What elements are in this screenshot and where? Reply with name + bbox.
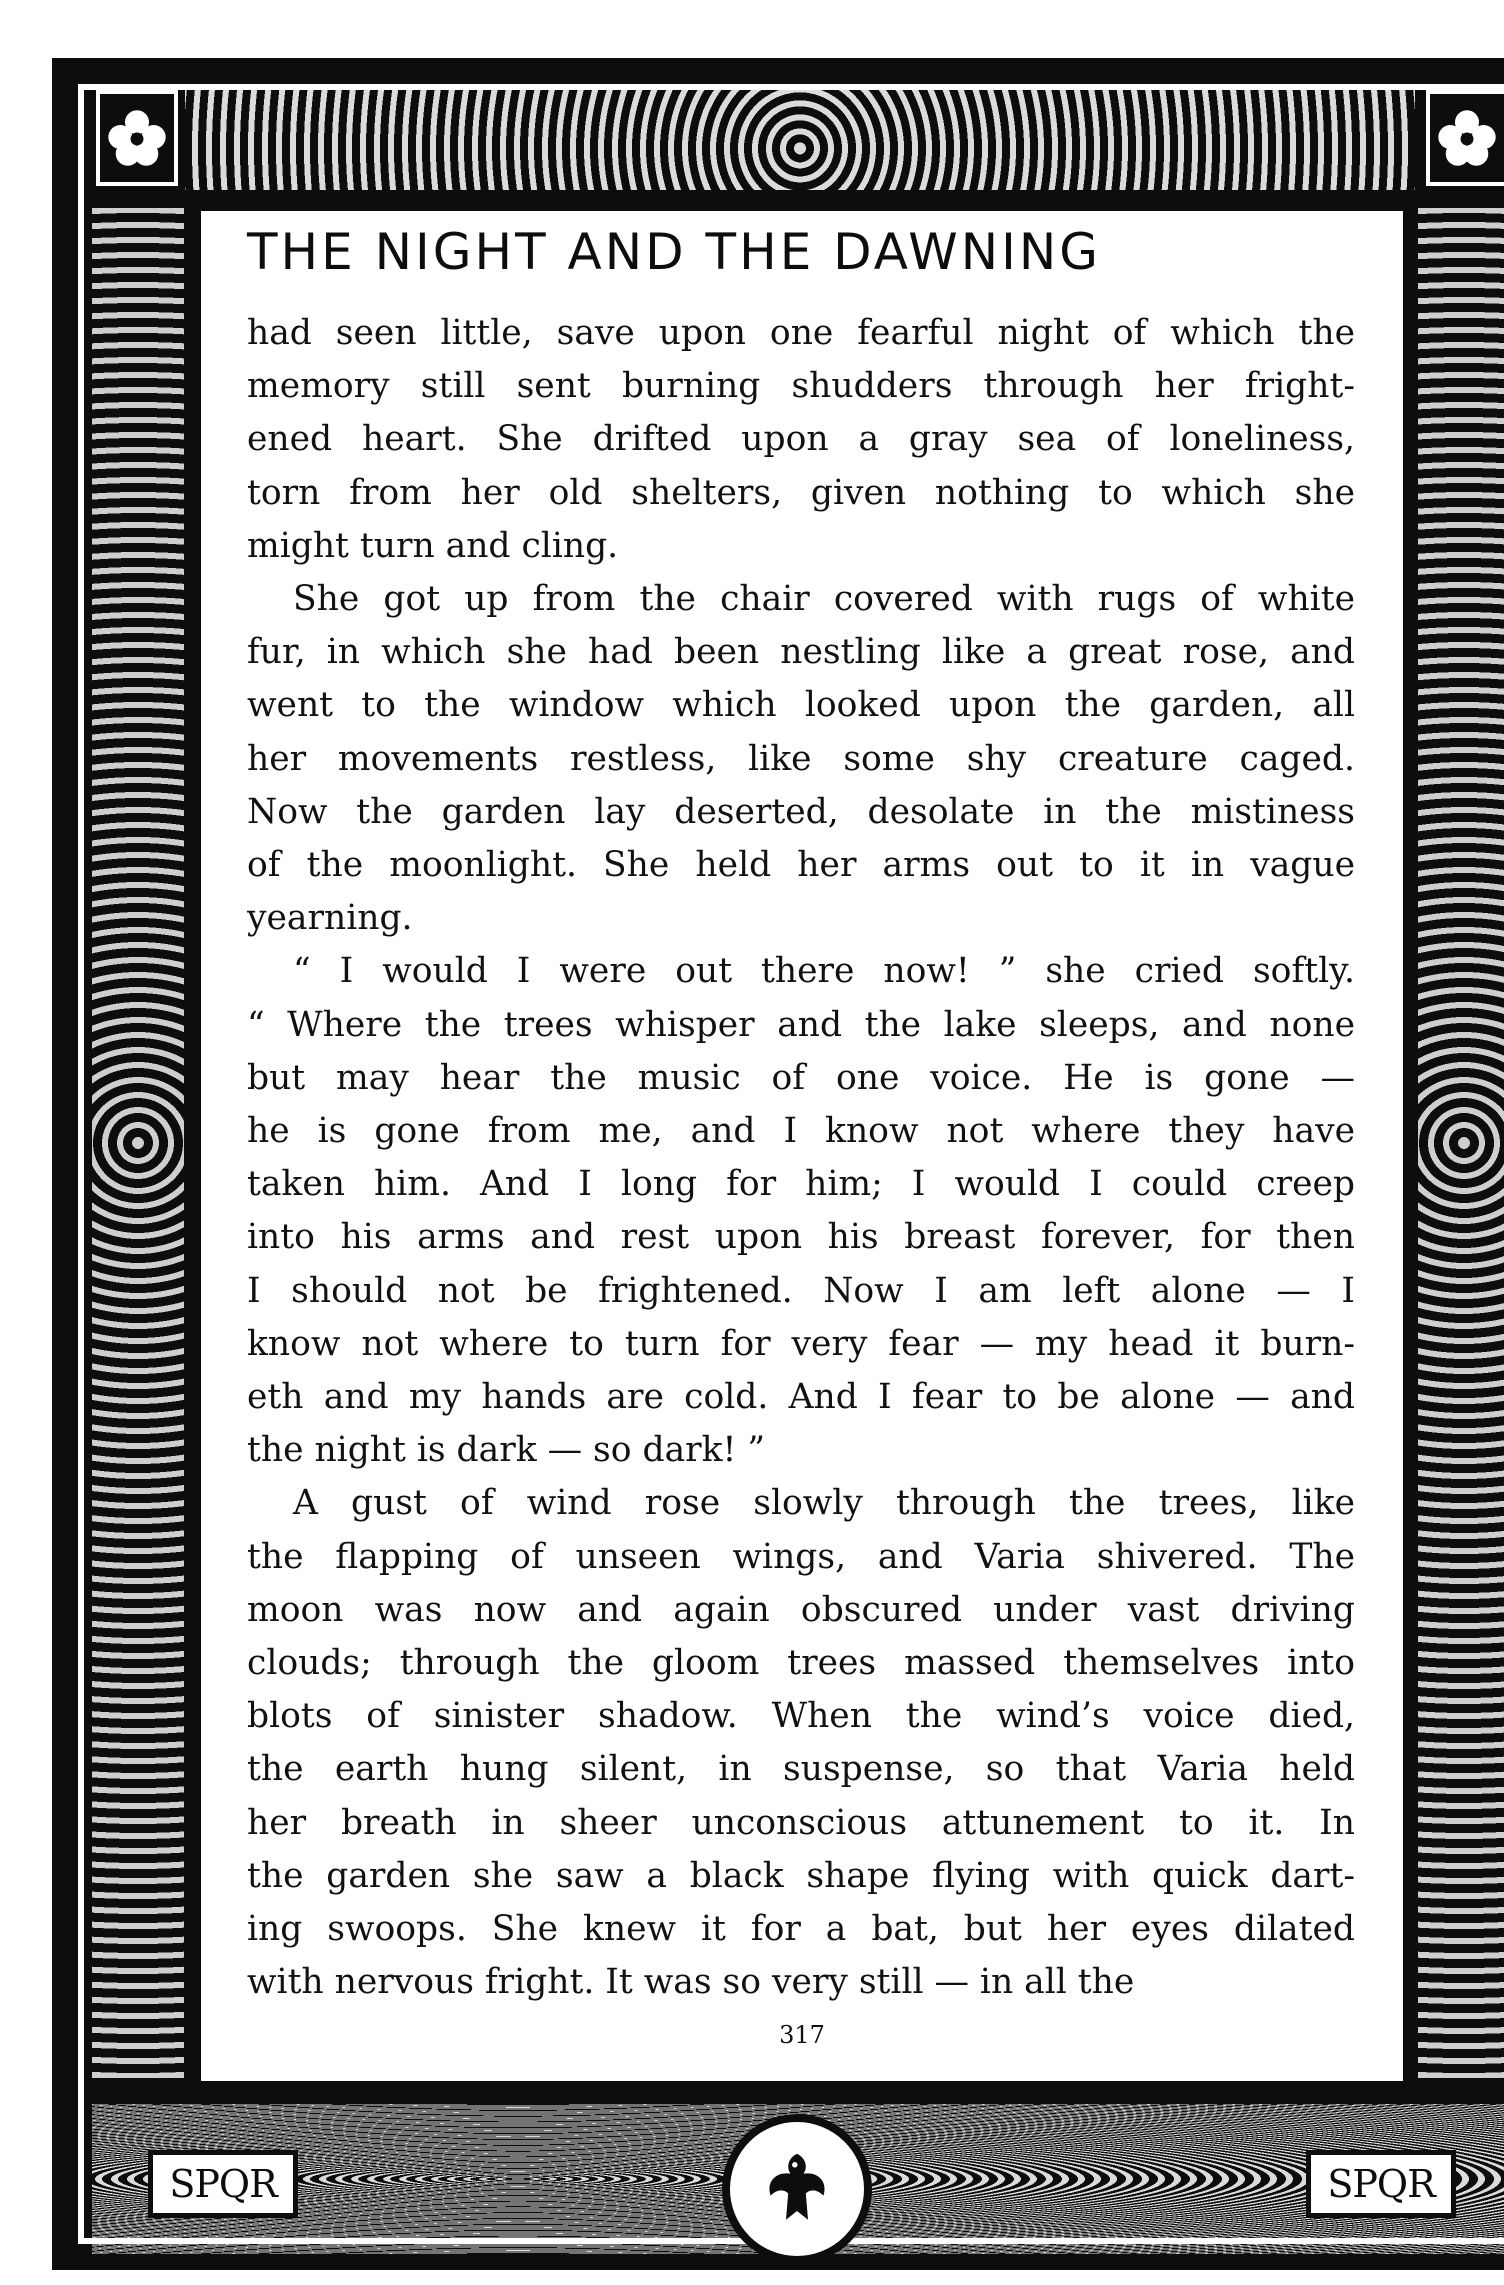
- text-line: moon was now and again obscured under vast driving: [247, 1589, 1355, 1630]
- text-line: the earth hung silent, in suspense, so that Varia held: [247, 1749, 1355, 1790]
- text-line: ened heart. She drifted upon a gray sea of loneliness,: [247, 419, 1355, 460]
- text-line: Now the garden lay deserted, desolate in the mistiness: [247, 791, 1355, 832]
- text-line: he is gone from me, and I know not where they have: [247, 1111, 1355, 1152]
- text-line: taken him. And I long for him; I would I could creep: [247, 1164, 1355, 1205]
- flower-corner-icon: [96, 90, 178, 186]
- text-line: memory still sent burning shudders through her fright-: [247, 366, 1355, 407]
- paragraph: [247, 307, 1355, 573]
- eagle-medallion-icon: [722, 2114, 872, 2264]
- text-line: fur, in which she had been nestling like a great rose, and: [247, 632, 1355, 673]
- text-line: had seen little, save upon one fearful night of which the: [247, 313, 1355, 353]
- running-head: THE NIGHT AND THE DAWNING: [247, 223, 1102, 281]
- text-line: the garden she saw a black shape flying with quick dart-: [247, 1855, 1355, 1896]
- text-line: but may hear the music of one voice. He is gone —: [247, 1057, 1355, 1098]
- text-line: clouds; through the gloom trees massed themselves into: [247, 1643, 1355, 1684]
- paragraph: [247, 945, 1355, 1477]
- text-line: into his arms and rest upon his breast forever, for then: [247, 1217, 1355, 1258]
- text-line: know not where to turn for very fear — my head it burn-: [247, 1323, 1355, 1364]
- text-line: went to the window which looked upon the garden, all: [247, 685, 1355, 726]
- text-line: the flapping of unseen wings, and Varia shivered. The: [247, 1536, 1355, 1577]
- text-line: “ I would I were out there now! ” she cried softly.: [293, 951, 1355, 992]
- text-line: ing swoops. She knew it for a bat, but her eyes dilated: [247, 1909, 1355, 1950]
- text-line: her movements restless, like some shy creature caged.: [247, 738, 1355, 779]
- text-line: A gust of wind rose slowly through the trees, like: [293, 1483, 1355, 1524]
- text-line: with nervous fright. It was so very still — in all the: [247, 1962, 1135, 2003]
- text-line: her breath in sheer unconscious attunement to it. In: [247, 1802, 1355, 1843]
- text-line: She got up from the chair covered with rugs of white: [293, 579, 1355, 620]
- text-line: blots of sinister shadow. When the wind’s voice died,: [247, 1696, 1355, 1737]
- text-line: the night is dark — so dark! ”: [247, 1430, 766, 1471]
- text-line: might turn and cling.: [247, 525, 619, 566]
- text-panel: [196, 206, 1408, 2086]
- text-line: of the moonlight. She held her arms out to it in vague: [247, 845, 1355, 886]
- body-text: [247, 307, 1355, 2010]
- flower-corner-icon: [1426, 90, 1504, 186]
- text-line: eth and my hands are cold. And I fear to be alone — and: [247, 1377, 1355, 1418]
- paragraph: [247, 1477, 1355, 2009]
- paragraph: [247, 573, 1355, 945]
- text-line: “ Where the trees whisper and the lake sleeps, and none: [247, 1004, 1355, 1045]
- page-number: 317: [779, 2021, 825, 2049]
- spqr-plaque-left: SPQR: [148, 2150, 298, 2218]
- text-line: I should not be frightened. Now I am left alone — I: [247, 1270, 1355, 1311]
- spqr-plaque-right: SPQR: [1306, 2150, 1456, 2218]
- text-line: yearning.: [247, 898, 413, 939]
- text-line: torn from her old shelters, given nothing to which she: [247, 472, 1355, 513]
